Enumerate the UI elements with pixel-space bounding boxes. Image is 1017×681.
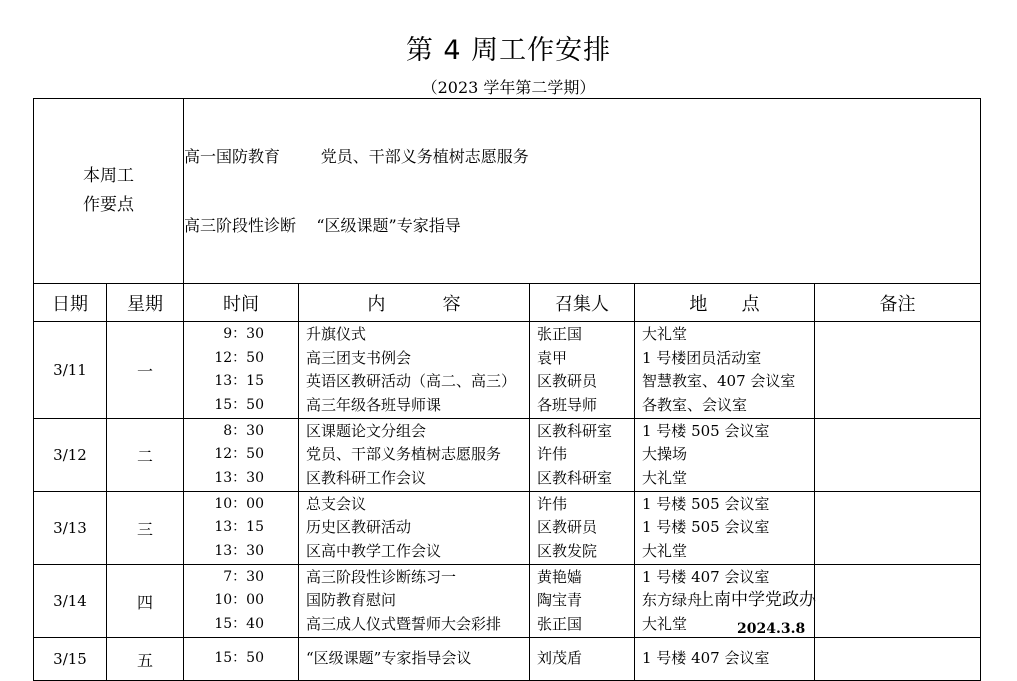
item-convener: 区教科研室 xyxy=(537,421,613,440)
page-subtitle: （2023 学年第二学期） xyxy=(421,78,596,97)
item-location: 各教室、会议室 xyxy=(642,395,748,414)
day-date: 3/12 xyxy=(34,419,107,492)
item-convener: 许伟 xyxy=(537,445,568,464)
day-notes xyxy=(815,565,981,638)
item-convener: 袁甲 xyxy=(537,348,568,367)
item-content: 英语区教研活动（高二、高三） xyxy=(306,372,517,390)
item-time: 10：00 xyxy=(214,592,264,609)
day-weekday: 二 xyxy=(107,419,184,492)
day-conveners xyxy=(530,419,635,492)
day-locations xyxy=(635,492,815,565)
day-times xyxy=(184,322,299,419)
item-content: 区高中教学工作会议 xyxy=(306,541,442,560)
item-content: 国防教育慰问 xyxy=(306,591,397,610)
day-locations xyxy=(635,419,815,492)
item-location: 东方绿舟 xyxy=(642,591,703,610)
item-location: 1 号楼团员活动室 xyxy=(642,348,762,367)
day-notes xyxy=(815,492,981,565)
item-convener: 区教研员 xyxy=(537,518,598,537)
item-convener: 许伟 xyxy=(537,494,568,513)
item-content: 区课题论文分组会 xyxy=(306,421,427,440)
item-convener: 刘茂盾 xyxy=(537,649,583,668)
item-time: 13：15 xyxy=(214,519,264,536)
item-content: 高三成人仪式暨誓师大会彩排 xyxy=(306,614,502,633)
item-content: “区级课题”专家指导会议 xyxy=(306,649,472,668)
signature-date: 2024.3.8 xyxy=(737,621,806,637)
day-notes xyxy=(815,419,981,492)
item-convener: 区教发院 xyxy=(537,541,598,560)
header-convener: 召集人 xyxy=(530,284,635,322)
day-row-3-12 xyxy=(34,419,981,492)
item-location: 1 号楼 407 会议室 xyxy=(642,649,770,668)
day-date: 3/15 xyxy=(34,638,107,681)
item-location: 1 号楼 505 会议室 xyxy=(642,421,770,440)
summary-row xyxy=(34,99,981,284)
day-row-3-11 xyxy=(34,322,981,419)
header-location: 地 点 xyxy=(635,284,815,322)
item-content: 党员、干部义务植树志愿服务 xyxy=(306,445,502,464)
day-contents xyxy=(299,419,530,492)
item-location: 1 号楼 407 会议室 xyxy=(642,567,770,586)
item-convener: 区教研员 xyxy=(537,372,598,390)
day-conveners xyxy=(530,492,635,565)
item-content: 区教科研工作会议 xyxy=(306,468,427,487)
summary-label xyxy=(34,99,184,284)
day-row-3-13 xyxy=(34,492,981,565)
summary-label-line2: 作要点 xyxy=(83,195,134,215)
item-content: 高三阶段性诊断练习一 xyxy=(306,567,457,586)
day-contents xyxy=(299,492,530,565)
item-content: 高三年级各班导师课 xyxy=(306,395,442,414)
day-notes xyxy=(815,638,981,681)
item-location: 大礼堂 xyxy=(642,325,688,343)
item-content: 总支会议 xyxy=(306,494,367,513)
day-conveners xyxy=(530,565,635,638)
item-time: 15：50 xyxy=(214,650,264,667)
day-date: 3/11 xyxy=(34,322,107,419)
item-content: 升旗仪式 xyxy=(306,325,367,343)
item-time: 15：40 xyxy=(214,615,264,632)
item-location: 大操场 xyxy=(642,445,688,464)
day-times xyxy=(184,492,299,565)
item-time: 13：30 xyxy=(214,542,264,559)
day-weekday: 四 xyxy=(107,565,184,638)
header-row xyxy=(34,284,981,322)
item-location: 1 号楼 505 会议室 xyxy=(642,494,770,513)
item-time: 8：30 xyxy=(223,422,264,439)
day-date: 3/13 xyxy=(34,492,107,565)
day-weekday: 五 xyxy=(107,638,184,681)
item-convener: 张正国 xyxy=(537,614,583,633)
item-convener: 陶宝青 xyxy=(537,591,583,610)
day-contents xyxy=(299,322,530,419)
item-time: 15：50 xyxy=(214,396,264,413)
item-content: 高三团支书例会 xyxy=(306,348,412,367)
item-time: 9：30 xyxy=(223,326,264,342)
item-time: 13：15 xyxy=(214,373,264,389)
header-notes: 备注 xyxy=(815,284,981,322)
day-conveners xyxy=(530,322,635,419)
header-content: 内 容 xyxy=(299,284,530,322)
schedule-table xyxy=(33,98,981,681)
item-convener: 张正国 xyxy=(537,325,583,343)
item-time: 10：00 xyxy=(214,495,264,512)
day-contents xyxy=(299,638,530,681)
day-locations xyxy=(635,322,815,419)
day-weekday: 三 xyxy=(107,492,184,565)
signature-organization: 上南中学党政办 xyxy=(697,590,816,610)
summary-label-line1: 本周工 xyxy=(83,166,134,186)
summary-line2: 高三阶段性诊断 “区级课题”专家指导 xyxy=(184,216,461,235)
day-row-3-14 xyxy=(34,565,981,638)
day-contents xyxy=(299,565,530,638)
day-conveners xyxy=(530,638,635,681)
day-times xyxy=(184,419,299,492)
item-location: 智慧教室、407 会议室 xyxy=(642,372,796,390)
header-weekday: 星期 xyxy=(107,284,184,322)
day-notes xyxy=(815,322,981,419)
day-times xyxy=(184,565,299,638)
item-location: 大礼堂 xyxy=(642,541,688,560)
item-convener: 黄艳嫱 xyxy=(537,567,583,586)
item-content: 历史区教研活动 xyxy=(306,518,412,537)
item-location: 大礼堂 xyxy=(642,614,688,633)
item-convener: 区教科研室 xyxy=(537,468,613,487)
item-time: 12：50 xyxy=(214,446,264,463)
page-title: 第 4 周工作安排 xyxy=(405,35,612,66)
header-time: 时间 xyxy=(184,284,299,322)
day-locations xyxy=(635,638,815,681)
day-times xyxy=(184,638,299,681)
day-date: 3/14 xyxy=(34,565,107,638)
header-date: 日期 xyxy=(34,284,107,322)
day-weekday: 一 xyxy=(107,322,184,419)
item-location: 大礼堂 xyxy=(642,468,688,487)
summary-line1: 高一国防教育 党员、干部义务植树志愿服务 xyxy=(184,147,529,166)
day-row-3-15 xyxy=(34,638,981,681)
item-time: 13：30 xyxy=(214,469,264,486)
item-convener: 各班导师 xyxy=(537,395,598,414)
summary-content xyxy=(184,99,981,284)
item-time: 7：30 xyxy=(223,568,264,585)
item-time: 12：50 xyxy=(214,349,264,366)
item-location: 1 号楼 505 会议室 xyxy=(642,518,770,537)
